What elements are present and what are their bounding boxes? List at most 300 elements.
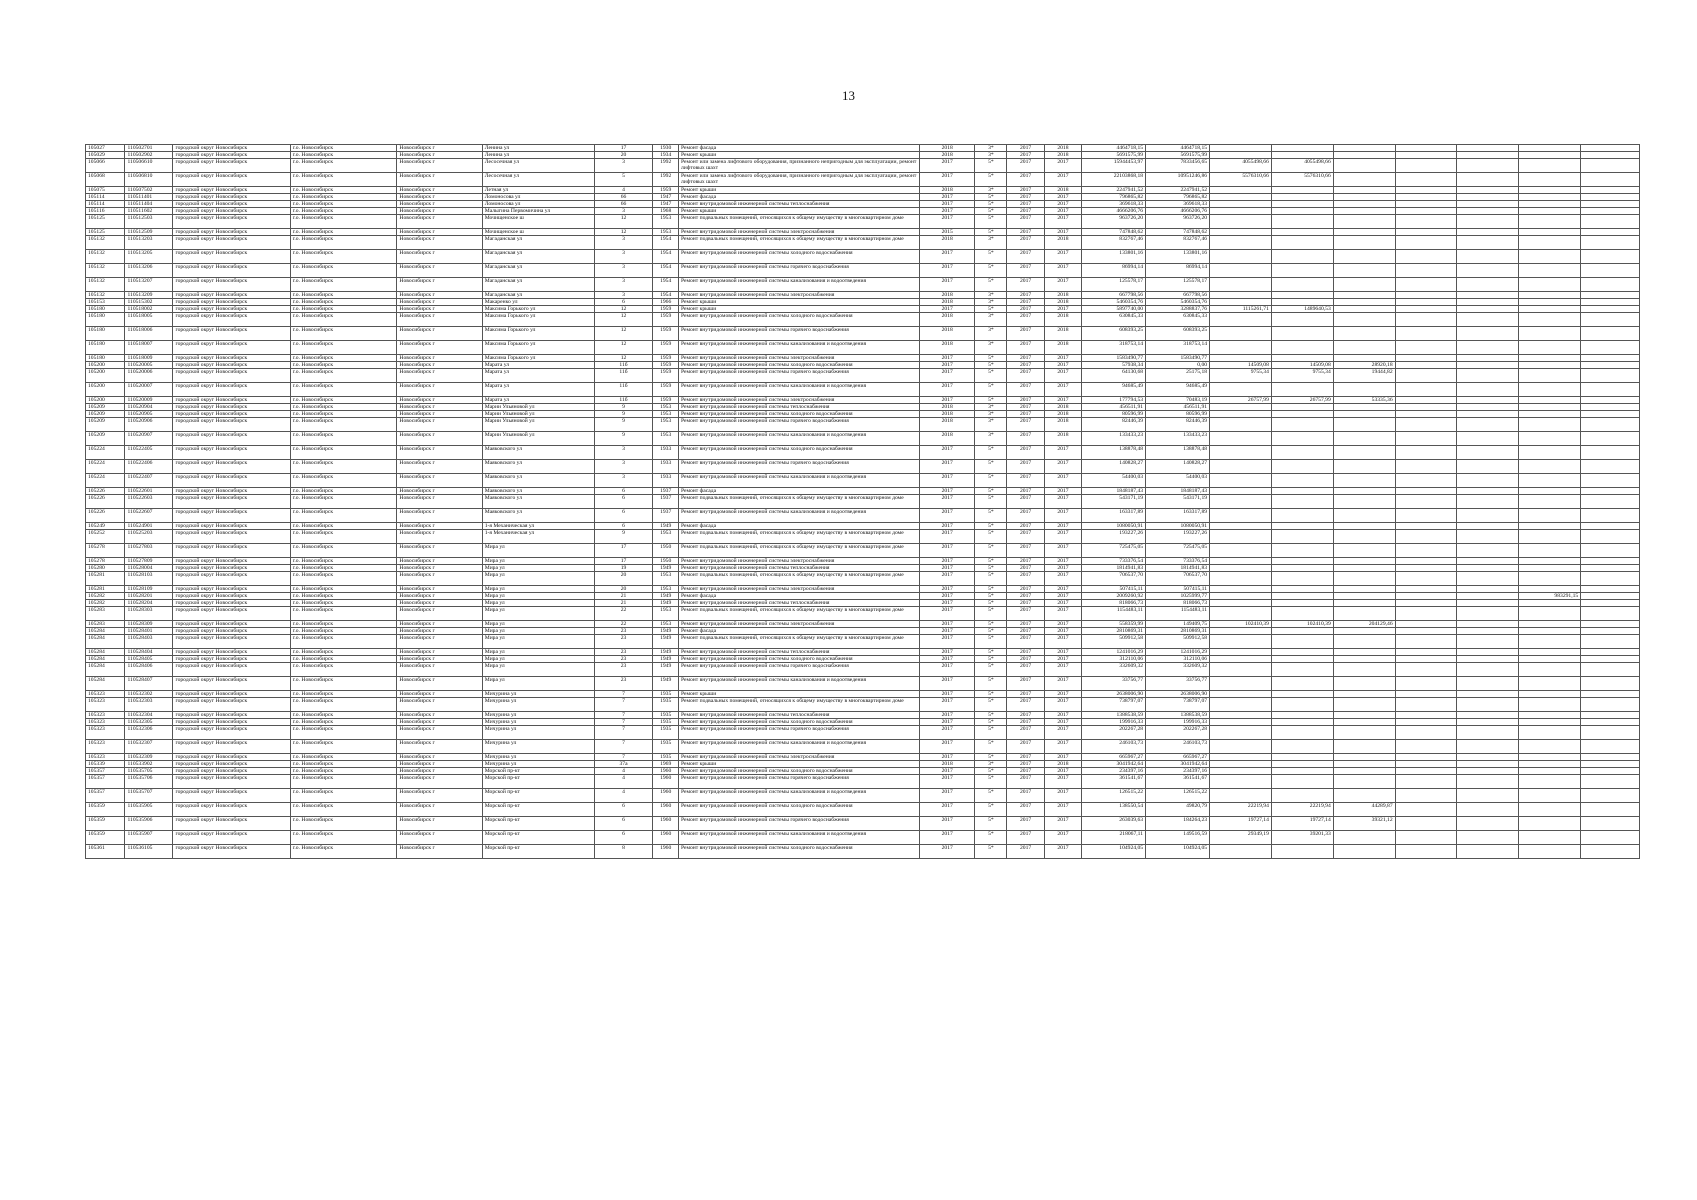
start-year-cell: 2017 [1007, 460, 1044, 474]
source-5-cell [1457, 789, 1519, 803]
street-cell: Мичурина ул [482, 698, 594, 712]
source-2-cell: 9755,34 [1271, 369, 1333, 383]
source-5-cell [1457, 250, 1519, 264]
source-6-cell [1519, 523, 1581, 530]
source-6-cell [1519, 215, 1581, 229]
source-7-cell [1581, 719, 1640, 726]
work-code-cell: 110522601 [125, 488, 173, 495]
house-number-cell: 66 [594, 201, 653, 208]
start-year-cell: 2017 [1007, 145, 1044, 152]
table-row [86, 159, 1640, 173]
plan-year-cell: 2017 [919, 488, 974, 495]
municipal-unit-cell: г.о. Новосибирск [290, 789, 397, 803]
table-row [86, 586, 1640, 593]
total-cost-cell: 202267,28 [1082, 726, 1146, 740]
fund-cost-cell: 2638006,90 [1146, 691, 1210, 698]
street-cell: Мира ул [482, 593, 594, 600]
work-type-cell: Ремонт внутридомовой инженерной системы горячего водоснабжения [678, 663, 919, 677]
status-cell: 5* [975, 362, 1007, 369]
build-year-cell: 1959 [653, 313, 679, 327]
municipality-cell: городской округ Новосибирск [173, 621, 290, 628]
source-3-cell [1333, 474, 1395, 488]
source-4-cell [1395, 565, 1457, 572]
work-type-cell: Ремонт внутридомовой инженерной системы канализования и водоотведения [678, 474, 919, 488]
city-cell: Новосибирск г [397, 159, 482, 173]
municipal-unit-cell: г.о. Новосибирск [290, 250, 397, 264]
end-year-cell: 2017 [1044, 173, 1081, 187]
total-cost-cell: 369618,33 [1082, 201, 1146, 208]
source-4-cell [1395, 432, 1457, 446]
house-id-cell: 105226 [86, 509, 125, 523]
municipality-cell: городской округ Новосибирск [173, 145, 290, 152]
source-7-cell [1581, 362, 1640, 369]
total-cost-cell: 80596,99 [1082, 411, 1146, 418]
work-code-cell: 110528405 [125, 656, 173, 663]
fund-cost-cell: 3041942,64 [1146, 761, 1210, 768]
municipal-unit-cell: г.о. Новосибирск [290, 369, 397, 383]
work-type-cell: Ремонт внутридомовой инженерной системы электроснабжения [678, 754, 919, 761]
build-year-cell: 1953 [653, 432, 679, 446]
source-5-cell [1457, 768, 1519, 775]
source-6-cell [1519, 719, 1581, 726]
source-1-cell [1210, 278, 1272, 292]
municipality-cell: городской округ Новосибирск [173, 803, 290, 817]
status-cell: 5* [975, 712, 1007, 719]
street-cell: Мичурина ул [482, 726, 594, 740]
source-2-cell [1271, 250, 1333, 264]
work-type-cell: Ремонт внутридомовой инженерной системы электроснабжения [678, 355, 919, 362]
street-cell: Морской пр-кт [482, 845, 594, 859]
city-cell: Новосибирск г [397, 789, 482, 803]
source-3-cell: 53335,36 [1333, 397, 1395, 404]
source-4-cell [1395, 474, 1457, 488]
source-7-cell [1581, 544, 1640, 558]
start-year-cell: 2017 [1007, 649, 1044, 656]
city-cell: Новосибирск г [397, 600, 482, 607]
source-1-cell [1210, 495, 1272, 509]
fund-cost-cell: 140828,27 [1146, 460, 1210, 474]
municipal-unit-cell: г.о. Новосибирск [290, 306, 397, 313]
plan-year-cell: 2017 [919, 544, 974, 558]
work-code-cell: 110511401 [125, 194, 173, 201]
city-cell: Новосибирск г [397, 523, 482, 530]
source-2-cell [1271, 292, 1333, 299]
table-row [86, 719, 1640, 726]
status-cell: 5* [975, 488, 1007, 495]
source-2-cell [1271, 341, 1333, 355]
source-7-cell [1581, 761, 1640, 768]
house-id-cell: 105224 [86, 474, 125, 488]
house-id-cell: 105281 [86, 586, 125, 593]
source-6-cell [1519, 530, 1581, 544]
end-year-cell: 2017 [1044, 712, 1081, 719]
municipality-cell: городской округ Новосибирск [173, 768, 290, 775]
source-5-cell [1457, 691, 1519, 698]
source-2-cell [1271, 145, 1333, 152]
source-2-cell [1271, 789, 1333, 803]
city-cell: Новосибирск г [397, 488, 482, 495]
municipality-cell: городской округ Новосибирск [173, 663, 290, 677]
build-year-cell: 1949 [653, 628, 679, 635]
table-row [86, 404, 1640, 411]
status-cell: 5* [975, 355, 1007, 362]
status-cell: 5* [975, 607, 1007, 621]
municipal-unit-cell: г.о. Новосибирск [290, 775, 397, 789]
source-3-cell [1333, 572, 1395, 586]
source-6-cell [1519, 159, 1581, 173]
table-row [86, 292, 1640, 299]
municipality-cell: городской округ Новосибирск [173, 817, 290, 831]
end-year-cell: 2017 [1044, 558, 1081, 565]
source-7-cell [1581, 278, 1640, 292]
source-2-cell [1271, 628, 1333, 635]
city-cell: Новосибирск г [397, 712, 482, 719]
plan-year-cell: 2018 [919, 313, 974, 327]
municipality-cell: городской округ Новосибирск [173, 411, 290, 418]
city-cell: Новосибирск г [397, 754, 482, 761]
source-4-cell [1395, 159, 1457, 173]
table-row [86, 530, 1640, 544]
table-row [86, 173, 1640, 187]
source-3-cell [1333, 299, 1395, 306]
plan-year-cell: 2017 [919, 691, 974, 698]
house-id-cell: 105180 [86, 341, 125, 355]
source-5-cell [1457, 677, 1519, 691]
fund-cost-cell: 94685,49 [1146, 383, 1210, 397]
table-row [86, 488, 1640, 495]
work-code-cell: 110532309 [125, 754, 173, 761]
house-number-cell: 3 [594, 250, 653, 264]
source-7-cell [1581, 845, 1640, 859]
work-code-cell: 110518009 [125, 355, 173, 362]
table-row [86, 418, 1640, 432]
source-5-cell [1457, 446, 1519, 460]
source-7-cell [1581, 789, 1640, 803]
street-cell: Морской пр-кт [482, 768, 594, 775]
street-cell: Ломоносова ул [482, 201, 594, 208]
status-cell: 3* [975, 152, 1007, 159]
status-cell: 5* [975, 775, 1007, 789]
municipality-cell: городской округ Новосибирск [173, 719, 290, 726]
source-6-cell [1519, 236, 1581, 250]
house-number-cell: 17 [594, 544, 653, 558]
street-cell: Мира ул [482, 558, 594, 565]
total-cost-cell: 725475,05 [1082, 544, 1146, 558]
source-4-cell [1395, 215, 1457, 229]
fund-cost-cell: 796865,82 [1146, 194, 1210, 201]
total-cost-cell: 796865,82 [1082, 194, 1146, 201]
source-7-cell [1581, 495, 1640, 509]
plan-year-cell: 2018 [919, 236, 974, 250]
source-1-cell [1210, 572, 1272, 586]
build-year-cell: 1960 [653, 845, 679, 859]
end-year-cell: 2017 [1044, 789, 1081, 803]
municipality-cell: городской округ Новосибирск [173, 446, 290, 460]
end-year-cell: 2017 [1044, 803, 1081, 817]
house-id-cell: 105284 [86, 649, 125, 656]
source-4-cell [1395, 411, 1457, 418]
table-row [86, 460, 1640, 474]
plan-year-cell: 2017 [919, 264, 974, 278]
start-year-cell: 2017 [1007, 586, 1044, 593]
end-year-cell: 2017 [1044, 397, 1081, 404]
house-id-cell: 105132 [86, 278, 125, 292]
source-1-cell [1210, 523, 1272, 530]
fund-cost-cell: 33756,77 [1146, 677, 1210, 691]
status-cell: 5* [975, 719, 1007, 726]
source-4-cell [1395, 488, 1457, 495]
source-6-cell [1519, 712, 1581, 719]
street-cell: Морской пр-кт [482, 775, 594, 789]
table-row [86, 509, 1640, 523]
house-id-cell: 105153 [86, 299, 125, 306]
house-id-cell: 105180 [86, 306, 125, 313]
total-cost-cell: 86994,14 [1082, 264, 1146, 278]
street-cell: Морской пр-кт [482, 803, 594, 817]
total-cost-cell: 234397,16 [1082, 768, 1146, 775]
work-type-cell: Ремонт подвальных помещений, относящихся к общему имуществу в многоквартирном доме [678, 698, 919, 712]
fund-cost-cell: 184264,23 [1146, 817, 1210, 831]
municipality-cell: городской округ Новосибирск [173, 698, 290, 712]
status-cell: 5* [975, 229, 1007, 236]
work-type-cell: Ремонт внутридомовой инженерной системы горячего водоснабжения [678, 418, 919, 432]
source-3-cell [1333, 698, 1395, 712]
total-cost-cell: 125578,17 [1082, 278, 1146, 292]
status-cell: 5* [975, 817, 1007, 831]
source-4-cell [1395, 698, 1457, 712]
source-4-cell [1395, 677, 1457, 691]
source-2-cell: 1489640,53 [1271, 306, 1333, 313]
source-5-cell [1457, 369, 1519, 383]
source-2-cell: 22219,94 [1271, 803, 1333, 817]
total-cost-cell: 2247941,52 [1082, 187, 1146, 194]
source-1-cell: 102410,39 [1210, 621, 1272, 628]
house-number-cell: 9 [594, 404, 653, 411]
total-cost-cell: 318753,14 [1082, 341, 1146, 355]
municipality-cell: городской округ Новосибирск [173, 726, 290, 740]
street-cell: Мичурина ул [482, 691, 594, 698]
source-4-cell [1395, 383, 1457, 397]
source-1-cell: 4055498,66 [1210, 159, 1272, 173]
status-cell: 5* [975, 250, 1007, 264]
fund-cost-cell: 133801,16 [1146, 250, 1210, 264]
work-code-cell: 110535905 [125, 803, 173, 817]
source-6-cell [1519, 691, 1581, 698]
start-year-cell: 2017 [1007, 698, 1044, 712]
status-cell: 5* [975, 194, 1007, 201]
total-cost-cell: 1241016,29 [1082, 649, 1146, 656]
total-cost-cell: 33756,77 [1082, 677, 1146, 691]
work-type-cell: Ремонт подвальных помещений, относящихся к общему имуществу в многоквартирном доме [678, 530, 919, 544]
source-7-cell [1581, 565, 1640, 572]
status-cell: 5* [975, 663, 1007, 677]
end-year-cell: 2017 [1044, 355, 1081, 362]
work-type-cell: Ремонт крыши [678, 691, 919, 698]
source-6-cell [1519, 292, 1581, 299]
end-year-cell: 2018 [1044, 292, 1081, 299]
municipality-cell: городской округ Новосибирск [173, 831, 290, 845]
source-3-cell [1333, 719, 1395, 726]
build-year-cell: 1966 [653, 299, 679, 306]
source-6-cell [1519, 761, 1581, 768]
street-cell: Марии Ульяновой ул [482, 404, 594, 411]
street-cell: 1-я Механическая ул [482, 530, 594, 544]
build-year-cell: 1992 [653, 173, 679, 187]
build-year-cell: 1949 [653, 600, 679, 607]
work-code-cell: 110528204 [125, 600, 173, 607]
source-6-cell [1519, 173, 1581, 187]
source-7-cell [1581, 460, 1640, 474]
municipality-cell: городской округ Новосибирск [173, 208, 290, 215]
table-row [86, 432, 1640, 446]
source-6-cell [1519, 621, 1581, 628]
work-code-cell: 110528303 [125, 607, 173, 621]
source-7-cell [1581, 299, 1640, 306]
house-number-cell: 23 [594, 649, 653, 656]
municipal-unit-cell: г.о. Новосибирск [290, 215, 397, 229]
source-6-cell [1519, 789, 1581, 803]
fund-cost-cell: 149409,75 [1146, 621, 1210, 628]
source-3-cell [1333, 313, 1395, 327]
municipality-cell: городской округ Новосибирск [173, 313, 290, 327]
plan-year-cell: 2017 [919, 726, 974, 740]
city-cell: Новосибирск г [397, 698, 482, 712]
work-code-cell: 110506810 [125, 173, 173, 187]
house-id-cell: 105249 [86, 523, 125, 530]
street-cell: Мичурина ул [482, 740, 594, 754]
plan-year-cell: 2018 [919, 411, 974, 418]
house-id-cell: 105116 [86, 208, 125, 215]
total-cost-cell: 22103868,18 [1082, 173, 1146, 187]
end-year-cell: 2017 [1044, 649, 1081, 656]
source-4-cell [1395, 299, 1457, 306]
table-row [86, 803, 1640, 817]
source-5-cell [1457, 831, 1519, 845]
source-1-cell [1210, 726, 1272, 740]
source-3-cell [1333, 194, 1395, 201]
source-7-cell [1581, 649, 1640, 656]
work-type-cell: Ремонт внутридомовой инженерной системы теплоснабжения [678, 201, 919, 208]
house-number-cell: 3 [594, 278, 653, 292]
build-year-cell: 1947 [653, 194, 679, 201]
start-year-cell: 2017 [1007, 362, 1044, 369]
city-cell: Новосибирск г [397, 152, 482, 159]
build-year-cell: 1959 [653, 306, 679, 313]
source-5-cell [1457, 411, 1519, 418]
source-5-cell [1457, 754, 1519, 761]
end-year-cell: 2018 [1044, 761, 1081, 768]
work-code-cell: 110528401 [125, 628, 173, 635]
house-number-cell: 7 [594, 740, 653, 754]
work-code-cell: 110520007 [125, 383, 173, 397]
source-6-cell [1519, 509, 1581, 523]
city-cell: Новосибирск г [397, 761, 482, 768]
house-number-cell: 12 [594, 341, 653, 355]
house-number-cell: 20 [594, 586, 653, 593]
fund-cost-cell: 70483,19 [1146, 397, 1210, 404]
source-2-cell [1271, 474, 1333, 488]
source-5-cell [1457, 355, 1519, 362]
source-3-cell [1333, 264, 1395, 278]
build-year-cell: 1959 [653, 397, 679, 404]
work-type-cell: Ремонт внутридомовой инженерной системы горячего водоснабжения [678, 817, 919, 831]
plan-year-cell: 2017 [919, 173, 974, 187]
house-number-cell: 21 [594, 593, 653, 600]
total-cost-cell: 507415,11 [1082, 586, 1146, 593]
end-year-cell: 2018 [1044, 299, 1081, 306]
house-id-cell: 105252 [86, 530, 125, 544]
municipal-unit-cell: г.о. Новосибирск [290, 397, 397, 404]
total-cost-cell: 54400,03 [1082, 474, 1146, 488]
source-7-cell [1581, 775, 1640, 789]
source-3-cell [1333, 789, 1395, 803]
table-row [86, 250, 1640, 264]
municipal-unit-cell: г.о. Новосибирск [290, 495, 397, 509]
city-cell: Новосибирск г [397, 607, 482, 621]
house-id-cell: 105278 [86, 544, 125, 558]
total-cost-cell: 667798,56 [1082, 292, 1146, 299]
status-cell: 5* [975, 726, 1007, 740]
source-6-cell [1519, 656, 1581, 663]
city-cell: Новосибирск г [397, 593, 482, 600]
source-2-cell [1271, 544, 1333, 558]
municipality-cell: городской округ Новосибирск [173, 278, 290, 292]
table-row [86, 775, 1640, 789]
fund-cost-cell: 10951246,86 [1146, 173, 1210, 187]
source-5-cell [1457, 278, 1519, 292]
start-year-cell: 2017 [1007, 593, 1044, 600]
municipal-unit-cell: г.о. Новосибирск [290, 404, 397, 411]
house-number-cell: 7 [594, 726, 653, 740]
work-type-cell: Ремонт внутридомовой инженерной системы канализования и водоотведения [678, 740, 919, 754]
work-type-cell: Ремонт внутридомовой инженерной системы горячего водоснабжения [678, 264, 919, 278]
work-type-cell: Ремонт внутридомовой инженерной системы канализования и водоотведения [678, 831, 919, 845]
source-2-cell [1271, 201, 1333, 208]
municipal-unit-cell: г.о. Новосибирск [290, 572, 397, 586]
start-year-cell: 2017 [1007, 621, 1044, 628]
street-cell: Мира ул [482, 621, 594, 628]
fund-cost-cell: 733376,54 [1146, 558, 1210, 565]
source-4-cell [1395, 740, 1457, 754]
source-3-cell [1333, 488, 1395, 495]
start-year-cell: 2017 [1007, 292, 1044, 299]
source-6-cell [1519, 152, 1581, 159]
status-cell: 5* [975, 565, 1007, 572]
source-6-cell [1519, 327, 1581, 341]
source-1-cell [1210, 635, 1272, 649]
end-year-cell: 2017 [1044, 369, 1081, 383]
street-cell: Лесосечная ул [482, 173, 594, 187]
municipality-cell: городской округ Новосибирск [173, 341, 290, 355]
source-4-cell [1395, 831, 1457, 845]
work-type-cell: Ремонт внутридомовой инженерной системы холодного водоснабжения [678, 845, 919, 859]
municipal-unit-cell: г.о. Новосибирск [290, 509, 397, 523]
start-year-cell: 2017 [1007, 495, 1044, 509]
source-3-cell [1333, 726, 1395, 740]
build-year-cell: 1959 [653, 341, 679, 355]
table-row [86, 229, 1640, 236]
city-cell: Новосибирск г [397, 495, 482, 509]
end-year-cell: 2017 [1044, 530, 1081, 544]
municipal-unit-cell: г.о. Новосибирск [290, 152, 397, 159]
end-year-cell: 2017 [1044, 306, 1081, 313]
plan-year-cell: 2017 [919, 803, 974, 817]
city-cell: Новосибирск г [397, 404, 482, 411]
fund-cost-cell: 138878,48 [1146, 446, 1210, 460]
house-id-cell: 105114 [86, 201, 125, 208]
fund-cost-cell: 507415,11 [1146, 586, 1210, 593]
table-row [86, 194, 1640, 201]
